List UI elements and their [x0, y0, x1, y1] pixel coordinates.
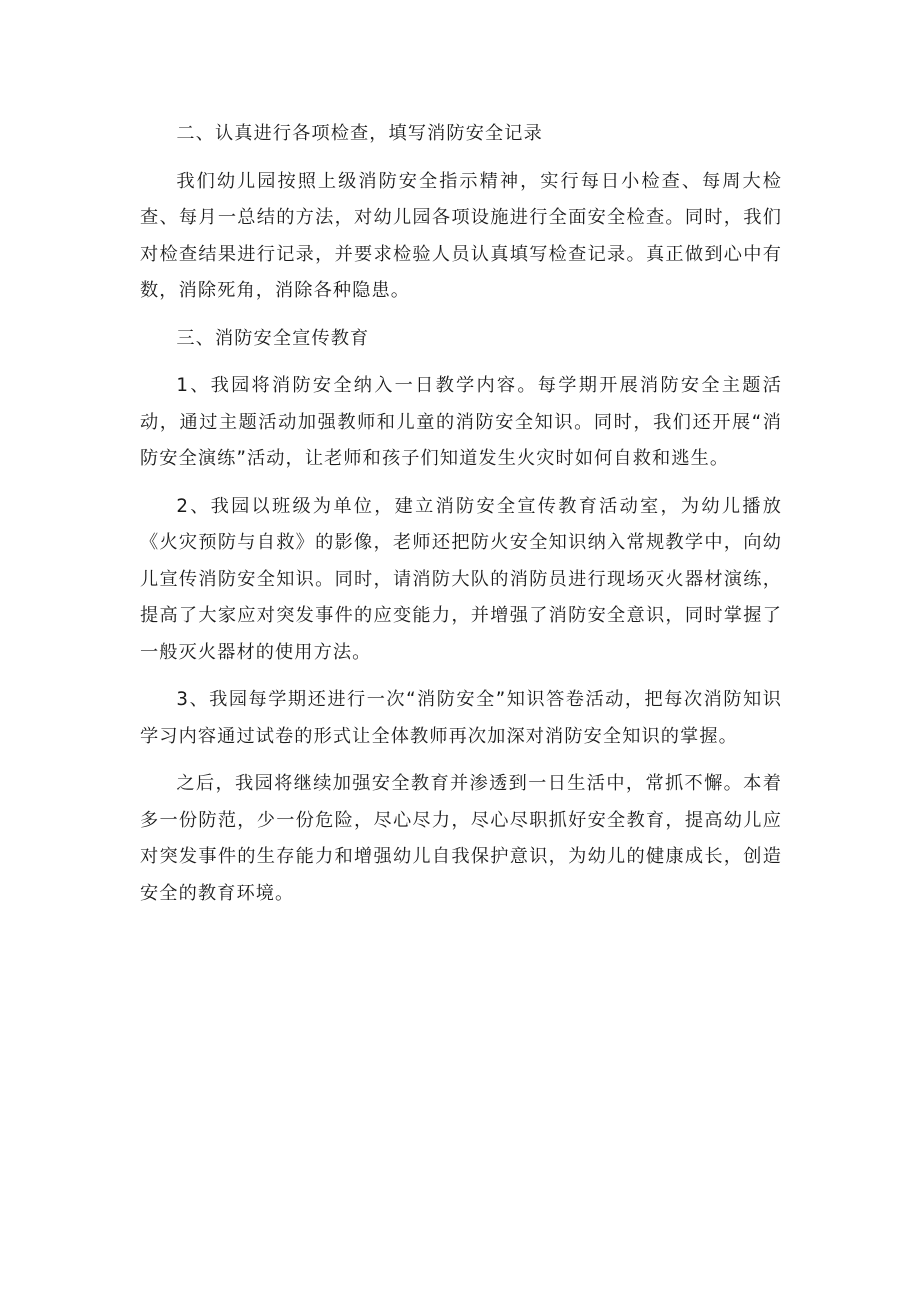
paragraph-item-3: 3、我园每学期还进行一次“消防安全”知识答卷活动，把每次消防知识学习内容通过试卷的形式让全体教师再次加深对消防安全知识的掌握。 — [140, 689, 782, 747]
paragraph-conclusion: 之后，我园将继续加强安全教育并渗透到一日生活中，常抓不懈。本着多一份防范，少一份危险，尽心尽力，尽心尽职抓好安全教育，提高幼儿应对突发事件的生存能力和增强幼儿自我保护意识，为幼儿的健康成长，创造安全的教育环境。 — [140, 773, 782, 904]
paragraph-inspection: 我们幼儿园按照上级消防安全指示精神，实行每日小检查、每周大检查、每月一总结的方法，对幼儿园各项设施进行全面安全检查。同时，我们对检查结果进行记录，并要求检验人员认真填写检查记录。真正做到心中有数，消除死角，消除各种隐患。 — [140, 170, 782, 301]
section-heading-inspection: 二、认真进行各项检查，填写消防安全记录 — [176, 123, 543, 144]
paragraph-item-2: 2、我园以班级为单位，建立消防安全宣传教育活动室，为幼儿播放《火灾预防与自救》的影像，老师还把防火安全知识纳入常规教学中，向幼儿宣传消防安全知识。同时，请消防大队的消防员进行现场灭火器材演练，提高了大家应对突发事件的应变能力，并增强了消防安全意识，同时掌握了一般灭火器材的使用方法。 — [140, 495, 782, 663]
paragraph-item-1: 1、我园将消防安全纳入一日教学内容。每学期开展消防安全主题活动，通过主题活动加强教师和儿童的消防安全知识。同时，我们还开展“消防安全演练”活动，让老师和孩子们知道发生火灾时如何自救和逃生。 — [140, 375, 782, 469]
document-body — [140, 116, 782, 923]
section-heading-education: 三、消防安全宣传教育 — [176, 327, 370, 349]
